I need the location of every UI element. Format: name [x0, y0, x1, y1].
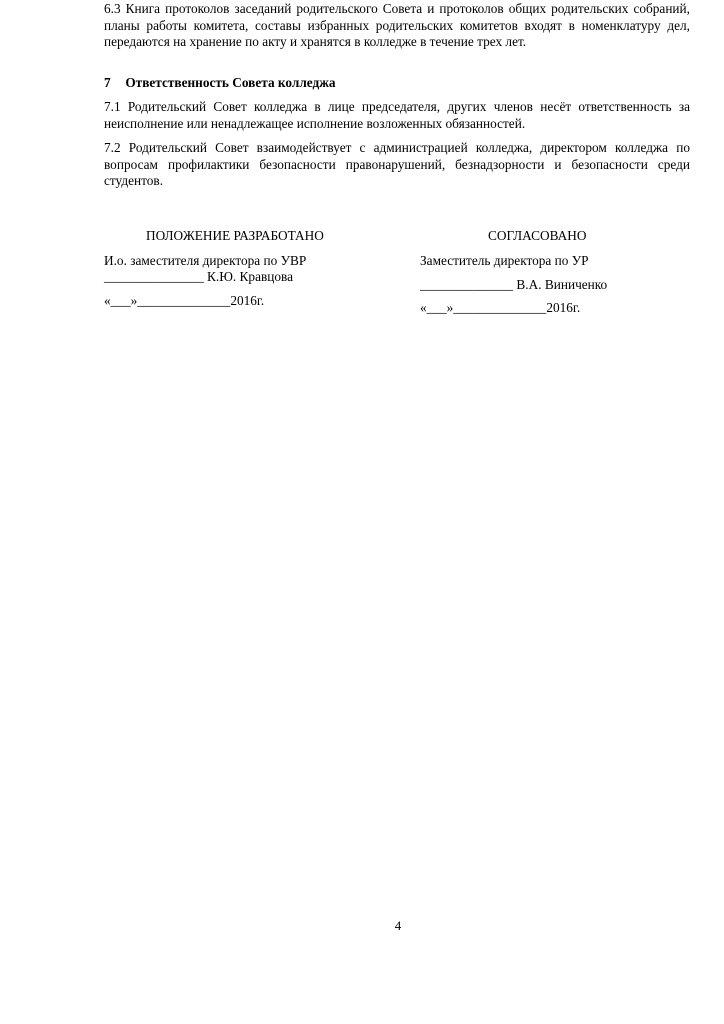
left-signature-title: ПОЛОЖЕНИЕ РАЗРАБОТАНО — [146, 228, 324, 243]
right-signature-title: СОГЛАСОВАНО — [488, 228, 587, 243]
left-signature-date-line: «___»______________2016г. — [104, 293, 265, 308]
right-signature-name-line: ______________ В.А. Виниченко — [420, 277, 608, 292]
section-7-title: Ответственность Совета колледжа — [125, 75, 336, 90]
section-7-number: 7 — [104, 75, 111, 90]
left-signature-name-line: _______________ К.Ю. Кравцова — [104, 269, 294, 284]
paragraph-7-2: 7.2 Родительский Совет взаимодействует с администрацией колледжа, директором колледжа по вопросам профилактики безопасности правонарушений, безнадзорности и безопасности среди студентов. — [104, 140, 690, 189]
page-number: 4 — [394, 918, 402, 933]
section-7-heading — [104, 75, 336, 92]
paragraph-6-3: 6.3 Книга протоколов заседаний родительского Совета и протоколов общих родительских собраний, планы работы комитета, составы избранных родительских комитетов входят в номенклатуру дел, передаются на хранение по акту и хранятся в колледже в течение трех лет. — [104, 1, 690, 50]
right-signature-date-line: «___»______________2016г. — [420, 300, 581, 315]
right-signature-position: Заместитель директора по УР — [420, 253, 589, 268]
paragraph-7-1: 7.1 Родительский Совет колледжа в лице председателя, других членов несёт ответственность за неисполнение или ненадлежащее исполнение возложенных обязанностей. — [104, 99, 690, 131]
left-signature-position: И.о. заместителя директора по УВР — [104, 253, 307, 268]
